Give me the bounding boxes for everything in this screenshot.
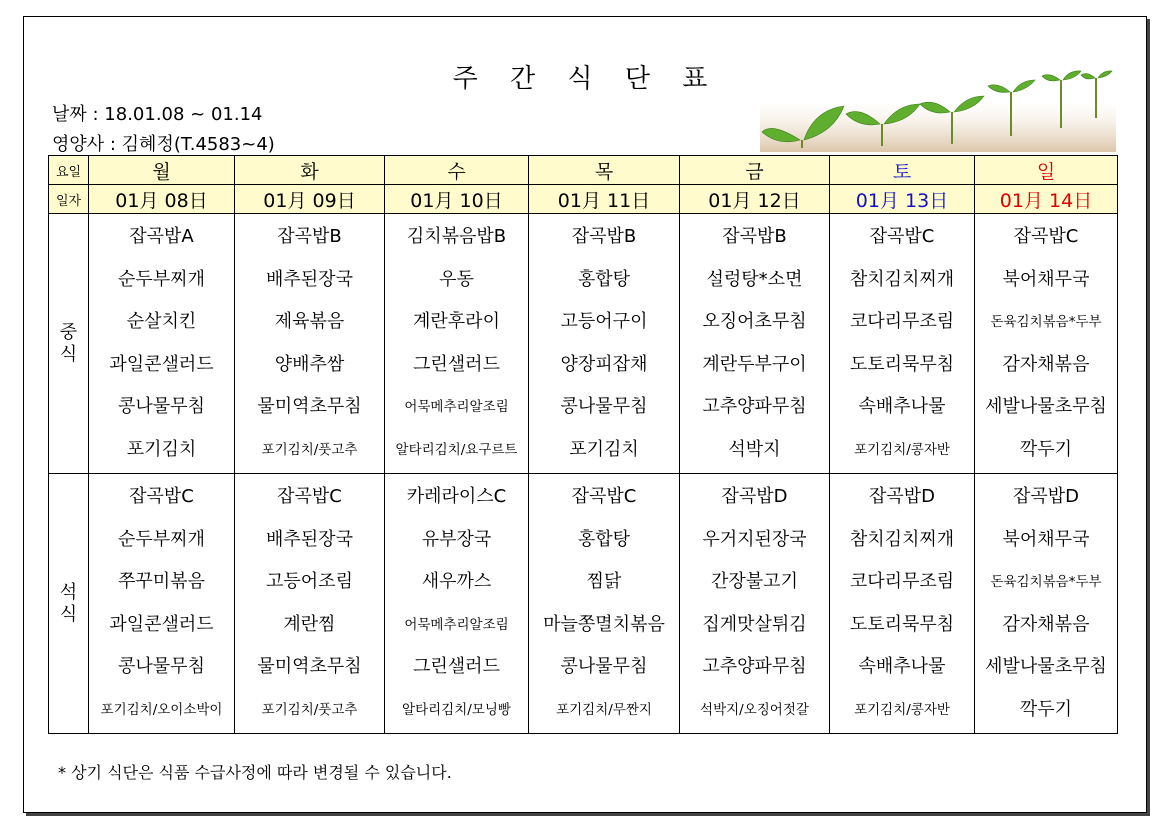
menu-item: 잡곡밥D (1012, 486, 1080, 508)
menu-item: 깍두기 (1019, 698, 1073, 720)
date-sat: 01月 13日 (830, 185, 975, 214)
menu-item: 고추양파무침 (702, 396, 807, 418)
sprout-illustration (760, 62, 1116, 152)
menu-item: 포기김치/무짠지 (556, 701, 652, 718)
date-tue: 01月 09日 (235, 185, 385, 214)
menu-cell (235, 474, 385, 734)
menu-cell (975, 214, 1118, 474)
date-label: 일자 (49, 185, 89, 214)
menu-item: 석박지/오징어젓갈 (700, 701, 809, 718)
menu-item: 김치볶음밥B (406, 226, 507, 248)
menu-item: 콩나물무침 (118, 396, 205, 418)
weekday-label: 요일 (49, 156, 89, 185)
page-title: 주 간 식 단 표 (452, 64, 720, 94)
menu-item: 포기김치/콩자반 (854, 441, 950, 458)
menu-item: 잡곡밥C (869, 226, 935, 248)
date-range: 날짜 : 18.01.08 ~ 01.14 (52, 104, 263, 125)
menu-item: 북어채무국 (1002, 528, 1090, 550)
date-thu: 01月 11日 (529, 185, 680, 214)
menu-item: 잡곡밥A (129, 226, 194, 248)
menu-item: 고추양파무침 (702, 656, 807, 678)
menu-item: 배추된장국 (266, 528, 353, 550)
menu-item: 잡곡밥B (722, 226, 787, 248)
menu-cell (89, 474, 235, 734)
menu-item: 참치김치찌개 (849, 528, 955, 550)
menu-item: 물미역초무침 (257, 396, 362, 418)
dinner-label (49, 474, 89, 734)
weekday-fri: 금 (680, 156, 830, 185)
menu-item: 찜닭 (586, 571, 622, 593)
date-row (49, 185, 1118, 214)
footnote: * 상기 식단은 식품 수급사정에 따라 변경될 수 있습니다. (58, 763, 452, 782)
date-wed: 01月 10日 (385, 185, 529, 214)
menu-item: 감자채볶음 (1002, 353, 1090, 375)
menu-item: 잡곡밥C (129, 486, 194, 508)
menu-item: 코다리무조림 (849, 571, 955, 593)
weekday-wed: 수 (385, 156, 529, 185)
menu-item: 새우까스 (421, 571, 492, 593)
menu-item: 순두부찌개 (118, 268, 205, 290)
menu-cell (529, 214, 680, 474)
menu-item: 잡곡밥C (571, 486, 637, 508)
lunch-row (49, 214, 1118, 474)
menu-item: 카레라이스C (406, 486, 507, 508)
weekday-thu: 목 (529, 156, 680, 185)
menu-item: 설렁탕*소면 (706, 268, 803, 290)
menu-item: 양배추쌈 (274, 353, 345, 375)
weekday-tue: 화 (235, 156, 385, 185)
date-sun: 01月 14日 (975, 185, 1118, 214)
menu-item: 과일콘샐러드 (109, 353, 214, 375)
menu-item: 고등어구이 (560, 311, 648, 333)
menu-item: 감자채볶음 (1002, 613, 1090, 635)
menu-item: 배추된장국 (266, 268, 353, 290)
menu-item: 속배추나물 (858, 656, 946, 678)
menu-item: 포기김치 (126, 438, 197, 460)
menu-cell (830, 214, 975, 474)
menu-item: 세발나물초무침 (985, 396, 1107, 418)
menu-item: 돈육김치볶음*두부 (990, 574, 1102, 591)
menu-item: 잡곡밥D (868, 486, 936, 508)
menu-item: 깍두기 (1019, 438, 1073, 460)
menu-item: 콩나물무침 (560, 656, 648, 678)
menu-item: 포기김치/풋고추 (261, 701, 358, 718)
menu-cell (680, 214, 830, 474)
menu-cell (975, 474, 1118, 734)
menu-cell (830, 474, 975, 734)
menu-item: 홍합탕 (577, 268, 631, 290)
weekday-mon: 월 (89, 156, 235, 185)
weekly-menu-table (48, 155, 1118, 734)
menu-item: 포기김치 (569, 438, 639, 460)
menu-item: 알타리김치/요구르트 (395, 441, 518, 458)
menu-item: 콩나물무침 (560, 396, 648, 418)
menu-cell (235, 214, 385, 474)
menu-item: 돈육김치볶음*두부 (990, 314, 1102, 331)
menu-item: 물미역초무침 (257, 656, 362, 678)
menu-item: 홍합탕 (577, 528, 631, 550)
menu-item: 잡곡밥B (277, 226, 342, 248)
menu-item: 그린샐러드 (413, 656, 500, 678)
menu-item: 북어채무국 (1002, 268, 1090, 290)
menu-item: 속배추나물 (858, 396, 946, 418)
menu-item: 고등어조림 (266, 571, 353, 593)
menu-item: 간장불고기 (711, 571, 798, 593)
menu-item: 순살치킨 (126, 311, 197, 333)
menu-item: 우거지된장국 (702, 528, 807, 550)
menu-cell (385, 214, 529, 474)
menu-item: 잡곡밥D (721, 486, 788, 508)
menu-item: 그린샐러드 (413, 353, 500, 375)
menu-item: 쭈꾸미볶음 (118, 571, 205, 593)
menu-item: 어묵메추리알조림 (404, 616, 509, 633)
menu-item: 양장피잡채 (560, 353, 648, 375)
menu-item: 어묵메추리알조림 (404, 399, 509, 416)
menu-item: 과일콘샐러드 (109, 613, 214, 635)
menu-item: 잡곡밥B (571, 226, 637, 248)
menu-item: 순두부찌개 (118, 528, 205, 550)
menu-item: 우동 (439, 268, 474, 290)
menu-item: 계란두부구이 (702, 353, 807, 375)
menu-cell (385, 474, 529, 734)
menu-item: 도토리묵무침 (849, 353, 955, 375)
dietitian-info: 영양사 : 김혜정(T.4583~4) (52, 134, 275, 155)
meal-label-char: 석 (59, 581, 78, 603)
menu-item: 석박지 (728, 438, 781, 460)
menu-item: 참치김치찌개 (849, 268, 955, 290)
menu-item: 포기김치/오이소박이 (100, 701, 223, 718)
menu-item: 포기김치/풋고추 (261, 441, 358, 458)
menu-item: 세발나물초무침 (985, 656, 1107, 678)
menu-item: 잡곡밥C (277, 486, 342, 508)
menu-cell (680, 474, 830, 734)
menu-item: 유부장국 (421, 528, 492, 550)
menu-item: 도토리묵무침 (849, 613, 955, 635)
weekday-row (49, 156, 1118, 185)
date-fri: 01月 12日 (680, 185, 830, 214)
weekday-sat: 토 (830, 156, 975, 185)
menu-item: 제육볶음 (274, 311, 345, 333)
weekday-sun: 일 (975, 156, 1118, 185)
meal-label-char: 식 (59, 343, 78, 365)
menu-item: 알타리김치/모닝빵 (402, 701, 511, 718)
menu-item: 오징어초무침 (702, 311, 807, 333)
meal-label-char: 중 (59, 321, 78, 343)
menu-item: 계란찜 (283, 613, 336, 635)
menu-item: 콩나물무침 (118, 656, 205, 678)
menu-cell (529, 474, 680, 734)
menu-item: 마늘쫑멸치볶음 (543, 613, 665, 635)
dinner-row (49, 474, 1118, 734)
menu-item: 계란후라이 (413, 311, 500, 333)
menu-item: 집게맛살튀김 (702, 613, 807, 635)
menu-item: 잡곡밥C (1013, 226, 1079, 248)
menu-cell (89, 214, 235, 474)
menu-item: 포기김치/콩자반 (854, 701, 950, 718)
meal-label-char: 식 (59, 603, 78, 625)
date-mon: 01月 08日 (89, 185, 235, 214)
lunch-label (49, 214, 89, 474)
menu-item: 코다리무조림 (849, 311, 955, 333)
